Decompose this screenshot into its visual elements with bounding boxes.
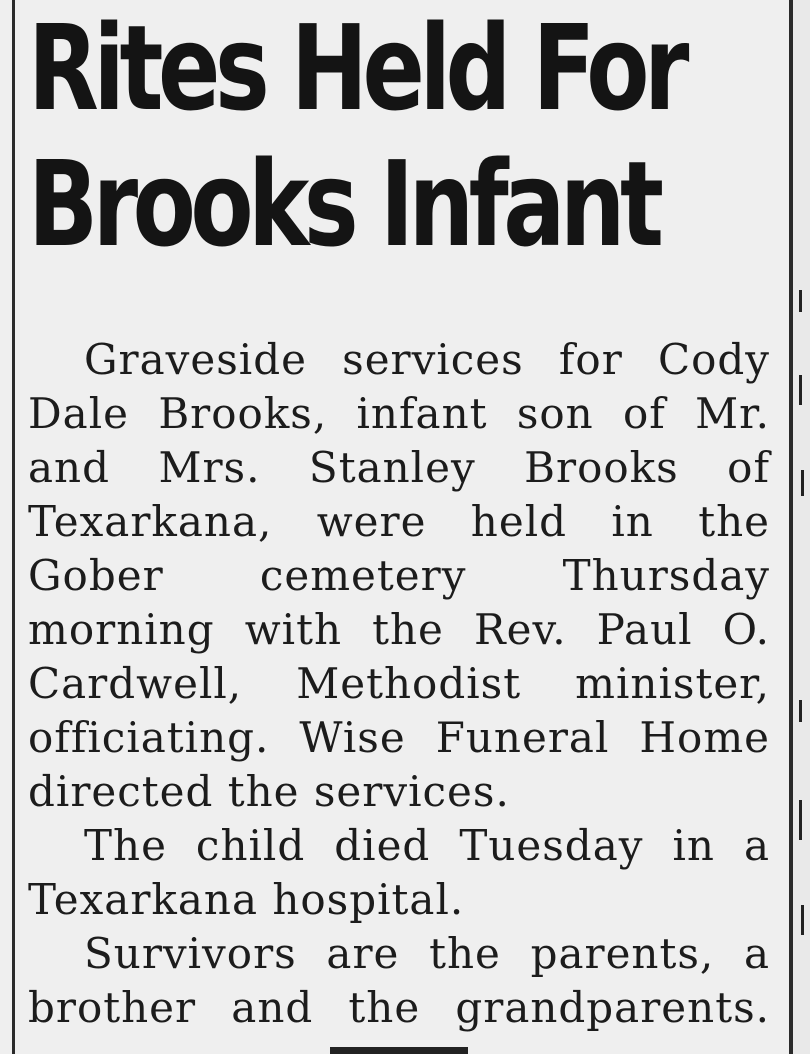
bleed-mark: [799, 375, 802, 405]
bleed-mark: [799, 700, 802, 722]
paragraph-2: [28, 819, 770, 927]
body-line: Texarkana hospital.: [28, 875, 465, 924]
paragraph-3: [28, 927, 770, 1035]
body-line: directed the services.: [28, 767, 510, 816]
body-line: Gober cemetery Thursday: [28, 551, 770, 600]
body-line: and Mrs. Stanley Brooks of: [28, 443, 770, 492]
section-divider-bar: [330, 1047, 468, 1054]
body-line: The child died Tuesday in a: [84, 821, 770, 870]
bleed-mark: [799, 800, 802, 840]
headline-line-2: Brooks Infant: [28, 135, 659, 273]
column-rule-left: [12, 0, 15, 1054]
adjacent-column-edge: [793, 0, 810, 1054]
bleed-mark: [799, 290, 802, 312]
body-line: Dale Brooks, infant son of Mr.: [28, 389, 770, 438]
body-line: Texarkana, were held in the: [28, 497, 770, 546]
body-line: brother and the grandparents.: [28, 983, 770, 1032]
body-line: morning with the Rev. Paul O.: [28, 605, 770, 654]
article-body: [28, 333, 770, 1035]
body-line: Survivors are the parents, a: [84, 929, 770, 978]
body-line: Cardwell, Methodist minister,: [28, 659, 770, 708]
body-line: officiating. Wise Funeral Home: [28, 713, 770, 762]
bleed-mark: [801, 905, 804, 935]
paragraph-1: [28, 333, 770, 819]
headline-line-1: Rites Held For: [28, 0, 684, 137]
bleed-mark: [801, 470, 804, 496]
obituary-article: [28, 0, 776, 1054]
body-line: Graveside services for Cody: [84, 335, 770, 384]
headline: [28, 0, 792, 272]
